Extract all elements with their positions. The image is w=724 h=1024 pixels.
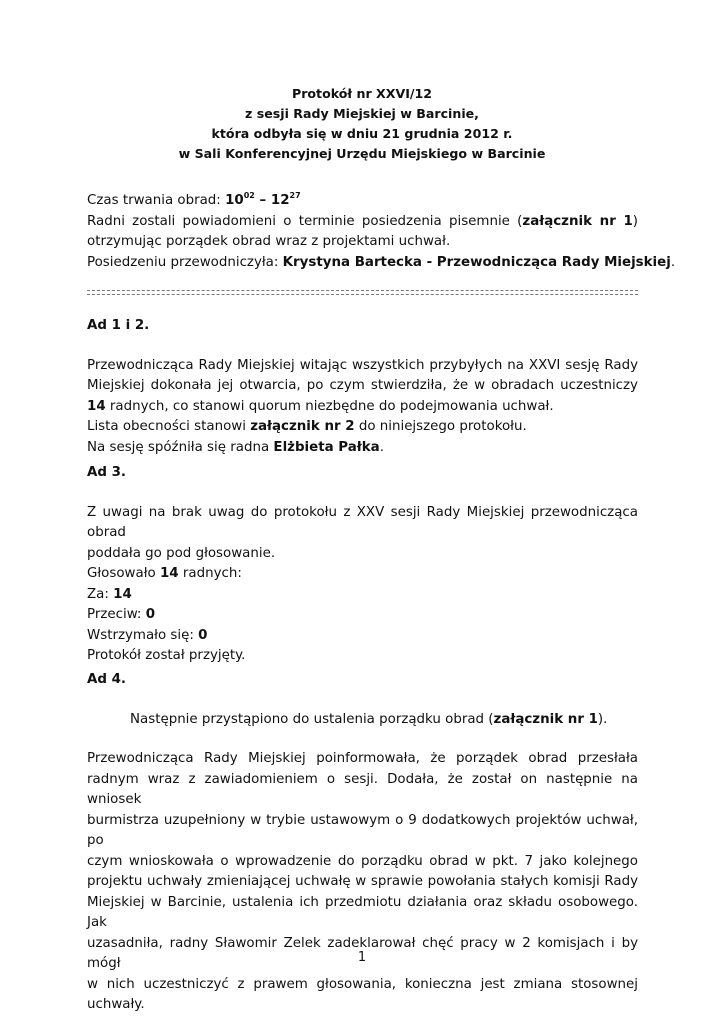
paragraph-line: radnym wraz z zawiadomieniem o sesji. Dodała, że został on następnie na wniosek	[87, 771, 638, 807]
paragraph-line: 14 radnych, co stanowi quorum niezbędne do podejmowania uchwał.	[87, 398, 554, 414]
vote-abstain: Wstrzymało się: 0	[87, 627, 208, 643]
ad4-heading: Ad 4.	[87, 672, 127, 687]
vote-against: Przeciw: 0	[87, 607, 156, 622]
paragraph-line: Miejskiej w Barcinie, ustalenia ich przedmiotu działania oraz składu osobowego. Jak	[87, 894, 638, 930]
paragraph-line: czym wnioskowała o wprowadzenie do porządku obrad w pkt. 7 jako kolejnego	[87, 853, 638, 869]
session-duration: Czas trwania obrad: $10^{02} - 12^{27}$	[87, 191, 301, 208]
title-line: z sesji Rady Miejskiej w Barcinie,	[245, 106, 479, 121]
paragraph-line: projektu uchwały zmieniającej uchwałę w sprawie powołania stałych komisji Rady	[87, 874, 638, 889]
notification-line: Radni zostali powiadomieni o terminie posiedzenia pisemnie (załącznik nr 1)	[87, 213, 639, 229]
vote-result: Protokół został przyjęty.	[87, 648, 246, 663]
paragraph-line: w nich uczestniczyć z prawem głosowania, konieczna jest zmiana stosownej	[87, 976, 638, 992]
agenda-line: otrzymując porządek obrad wraz z projektami uchwał.	[87, 234, 451, 249]
paragraph-line: uzasadniła, radny Sławomir Zelek zadeklarował chęć pracy w 2 komisjach i by mógł	[87, 935, 638, 971]
page-number: 1	[357, 950, 367, 965]
intro-section	[87, 191, 676, 273]
indented-line: Następnie przystąpiono do ustalenia porządku obrad (załącznik nr 1).	[130, 711, 608, 727]
protocol-title	[0, 84, 724, 164]
paragraph-line: Na sesję spóźniła się radna Elżbieta Pałka.	[87, 439, 384, 455]
paragraph-line: burmistrza uzupełniony w trybie ustawowym o 9 dodatkowych projektów uchwał, po	[87, 812, 638, 848]
title-line: która odbyła się w dniu 21 grudnia 2012 r.	[211, 126, 513, 141]
paragraph-line: Miejskiej dokonała jej otwarcia, po czym stwierdziła, że w obradach uczestniczy	[87, 378, 638, 393]
vote-for: Za: 14	[87, 586, 132, 602]
paragraph-line: uchwały.	[87, 997, 145, 1012]
title-line: Protokół nr XXVI/12	[291, 86, 433, 101]
ad3-section	[87, 463, 638, 667]
chair-line: Posiedzeniu przewodniczyła: Krystyna Bartecka - Przewodnicząca Rady Miejskiej.	[87, 254, 676, 270]
ad12-section	[87, 316, 638, 458]
ad3-heading: Ad 3.	[87, 465, 127, 480]
title-line: w Sali Konferencyjnej Urzędu Miejskiego w Barcinie	[178, 146, 546, 161]
paragraph-line: Z uwagi na brak uwag do protokołu z XXV sesji Rady Miejskiej przewodnicząca obrad	[87, 504, 638, 540]
paragraph-line: Przewodnicząca Rady Miejskiej witając wszystkich przybyłych na XXVI sesję Rady	[87, 357, 638, 373]
vote-count: Głosowało 14 radnych:	[87, 566, 242, 581]
ad12-heading: Ad 1 i 2.	[87, 318, 150, 333]
section-divider	[87, 290, 638, 295]
paragraph-line: poddała go pod głosowanie.	[87, 545, 276, 561]
paragraph-line: Przewodnicząca Rady Miejskiej poinformowała, że porządek obrad przesłała	[87, 751, 638, 766]
paragraph-line: Lista obecności stanowi załącznik nr 2 do niniejszego protokołu.	[87, 419, 527, 434]
